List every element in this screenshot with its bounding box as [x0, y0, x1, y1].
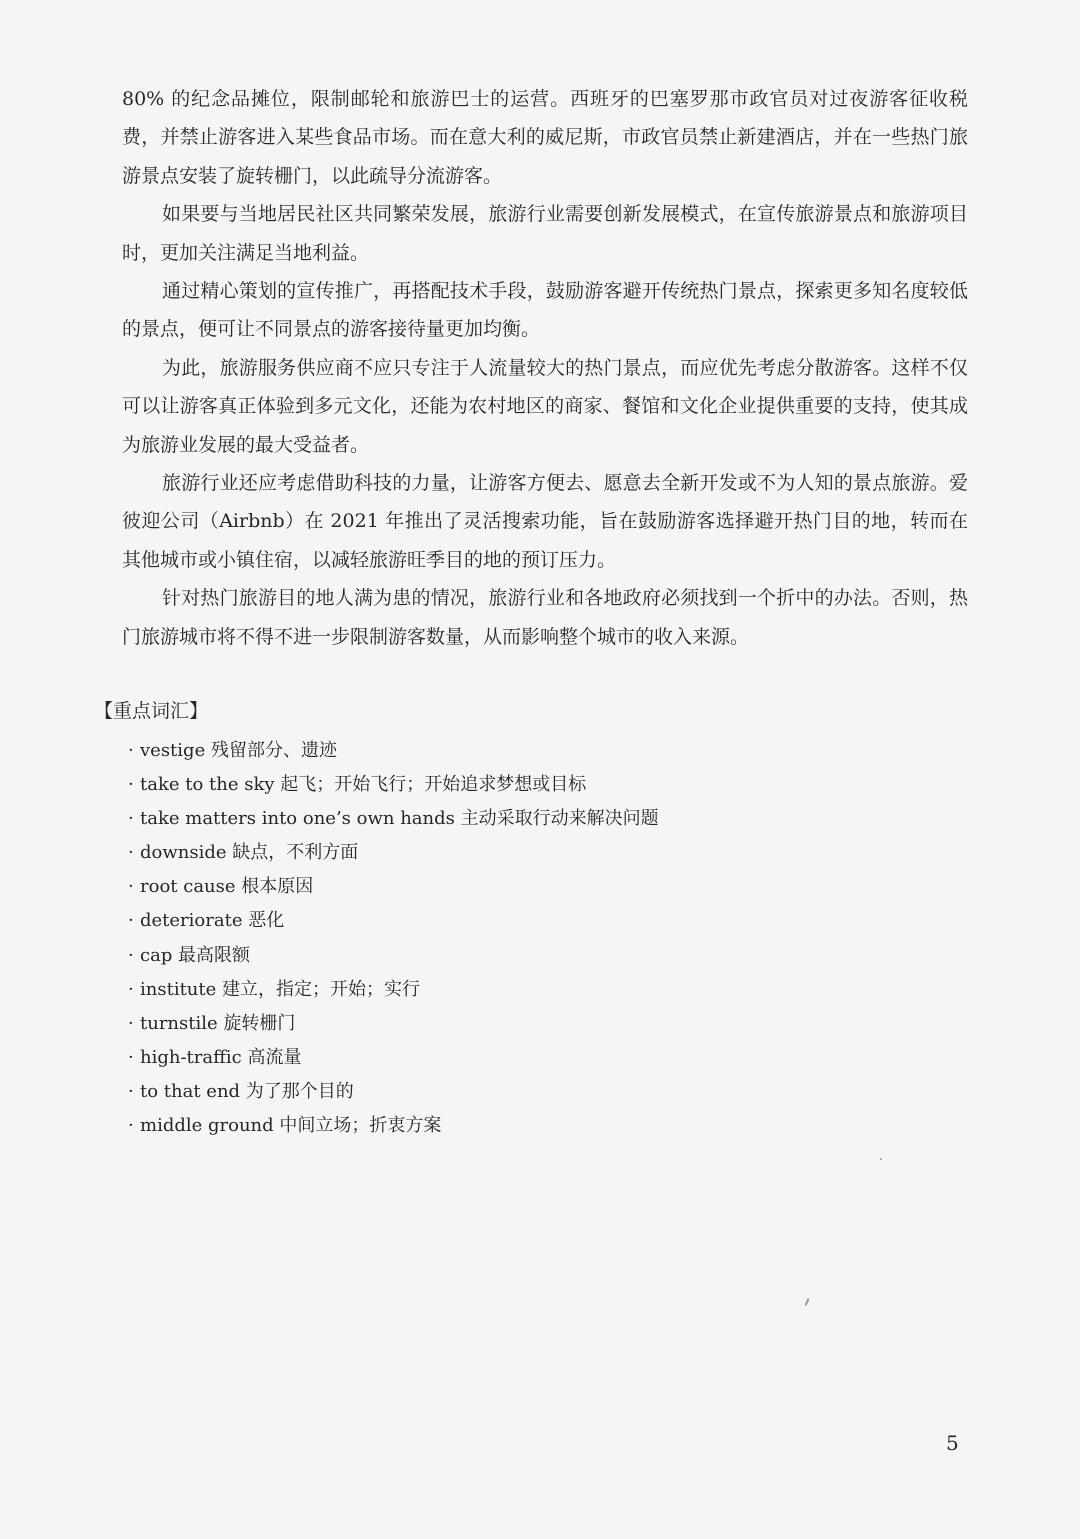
vocabulary-text: high-traffic 高流量 — [140, 1046, 302, 1068]
vocabulary-text: turnstile 旋转栅门 — [140, 1012, 296, 1034]
vocabulary-list — [128, 734, 659, 1143]
paragraph: 通过精心策划的宣传推广，再搭配技术手段，鼓励游客避开传统热门景点，探索更多知名度较低的景点，便可让不同景点的游客接待量更加均衡。 — [122, 280, 968, 341]
bullet-icon: · — [128, 944, 134, 966]
paragraph: 为此，旅游服务供应商不应只专注于人流量较大的热门景点，而应优先考虑分散游客。这样不仅可以让游客真正体验到多元文化，还能为农村地区的商家、餐馆和文化企业提供重要的支持，使其成为旅游业发展的最大受益者。 — [122, 356, 968, 456]
vocabulary-item — [128, 802, 659, 836]
vocabulary-item — [128, 836, 659, 870]
vocabulary-text: to that end 为了那个目的 — [140, 1080, 354, 1102]
vocabulary-text: middle ground 中间立场；折衷方案 — [140, 1115, 442, 1137]
vocabulary-item — [128, 1041, 659, 1075]
vocabulary-text: take matters into one’s own hands 主动采取行动来解决问题 — [140, 808, 659, 830]
vocabulary-text: deteriorate 恶化 — [140, 910, 285, 932]
bullet-icon: · — [128, 978, 134, 1000]
vocabulary-item — [128, 768, 659, 802]
paragraph: 旅游行业还应考虑借助科技的力量，让游客方便去、愿意去全新开发或不为人知的景点旅游。爱彼迎公司（Airbnb）在 2021 年推出了灵活搜索功能，旨在鼓励游客选择避开热门目的地，转而在其他城市或小镇住宿，以减轻旅游旺季目的地的预订压力。 — [122, 472, 968, 571]
bullet-icon: · — [128, 808, 134, 830]
paragraph: 80% 的纪念品摊位，限制邮轮和旅游巴士的运营。西班牙的巴塞罗那市政官员对过夜游客征收税费，并禁止游客进入某些食品市场。而在意大利的威尼斯，市政官员禁止新建酒店，并在一些热门旅游景点安装了旋转栅门，以此疏导分流游客。 — [122, 88, 968, 187]
scan-speck — [880, 1158, 882, 1160]
vocabulary-text: take to the sky 起飞；开始飞行；开始追求梦想或目标 — [140, 774, 587, 796]
vocabulary-text: vestige 残留部分、遗迹 — [140, 740, 337, 761]
bullet-icon: · — [128, 774, 134, 796]
article-body — [122, 80, 968, 656]
bullet-icon: · — [128, 1046, 134, 1068]
bullet-icon: · — [128, 1115, 134, 1137]
bullet-icon: · — [128, 1080, 134, 1102]
vocabulary-item — [128, 973, 659, 1007]
bullet-icon: · — [128, 1012, 134, 1034]
vocabulary-item — [128, 734, 659, 768]
vocabulary-item — [128, 870, 659, 904]
vocabulary-text: cap 最高限额 — [140, 944, 251, 966]
bullet-icon: · — [128, 910, 134, 932]
bullet-icon: · — [128, 842, 134, 864]
vocabulary-text: downside 缺点，不利方面 — [140, 842, 359, 864]
vocabulary-text: institute 建立，指定；开始；实行 — [140, 978, 421, 1000]
bullet-icon: · — [128, 740, 134, 761]
bullet-icon: · — [128, 876, 134, 898]
scan-speck — [804, 1298, 809, 1306]
vocabulary-item — [128, 904, 659, 938]
page-number: 5 — [946, 1431, 959, 1455]
vocabulary-item — [128, 939, 659, 973]
vocabulary-item — [128, 1075, 659, 1109]
paragraph: 如果要与当地居民社区共同繁荣发展，旅游行业需要创新发展模式，在宣传旅游景点和旅游项目时，更加关注满足当地利益。 — [122, 203, 968, 264]
vocabulary-item — [128, 1007, 659, 1041]
vocabulary-item — [128, 1109, 659, 1143]
paragraph: 针对热门旅游目的地人满为患的情况，旅游行业和各地政府必须找到一个折中的办法。否则，热门旅游城市将不得不进一步限制游客数量，从而影响整个城市的收入来源。 — [122, 587, 968, 648]
vocabulary-heading: 【重点词汇】 — [94, 700, 209, 722]
vocabulary-text: root cause 根本原因 — [140, 876, 314, 898]
